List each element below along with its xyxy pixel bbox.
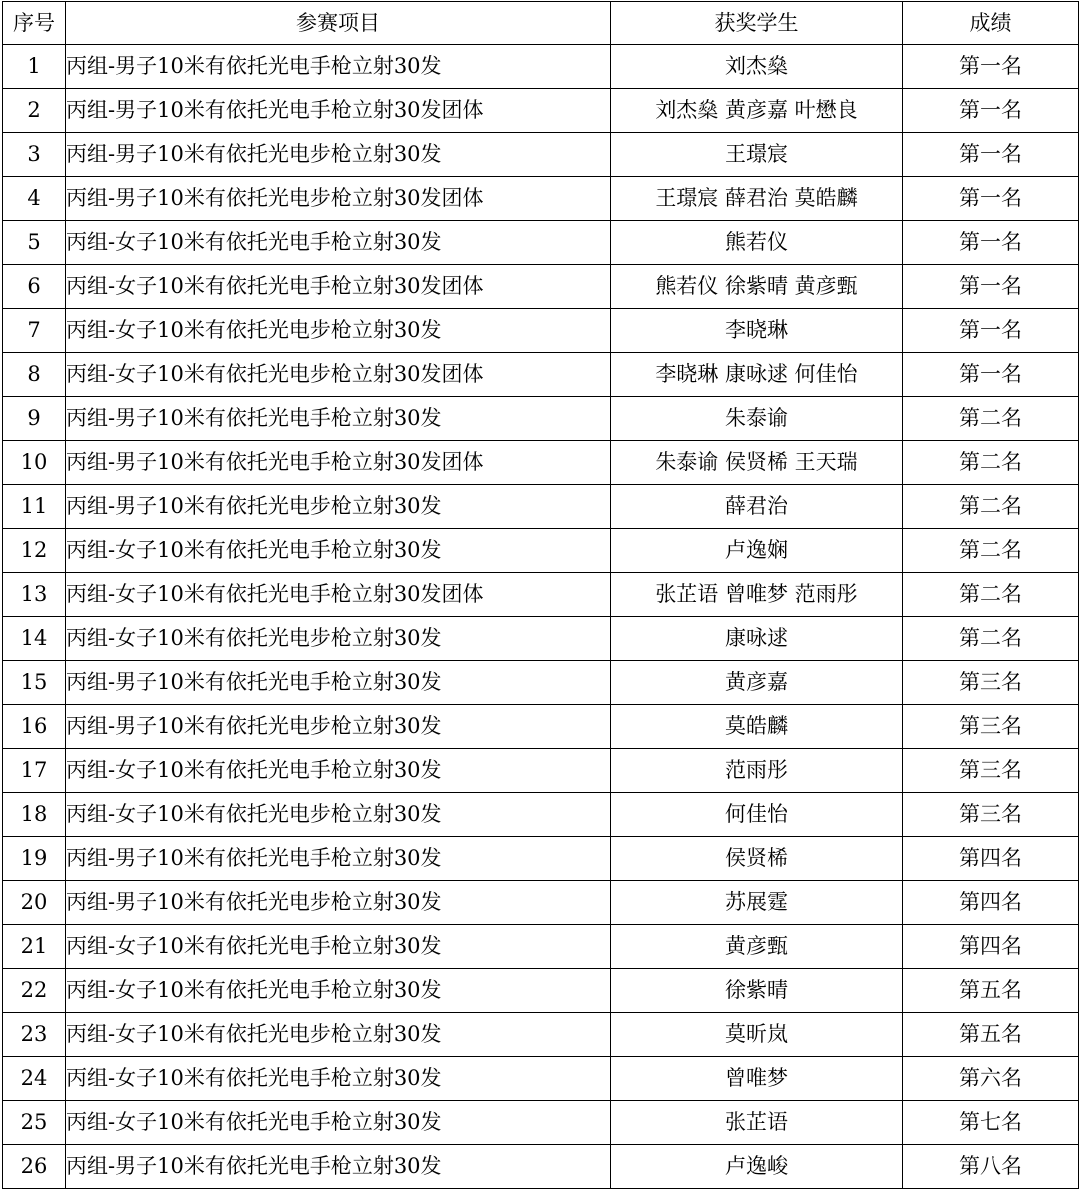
cell-students: 李晓琳 康咏逑 何佳怡 <box>611 353 903 397</box>
cell-result: 第五名 <box>903 1013 1079 1057</box>
cell-event: 丙组-男子10米有依托光电步枪立射30发团体 <box>66 177 611 221</box>
cell-index: 9 <box>3 397 66 441</box>
cell-result: 第二名 <box>903 529 1079 573</box>
cell-index: 22 <box>3 969 66 1013</box>
table-row <box>3 89 1079 133</box>
cell-event: 丙组-男子10米有依托光电手枪立射30发团体 <box>66 89 611 133</box>
table-row <box>3 397 1079 441</box>
cell-result: 第六名 <box>903 1057 1079 1101</box>
table-row <box>3 441 1079 485</box>
cell-index: 14 <box>3 617 66 661</box>
table-row <box>3 265 1079 309</box>
cell-result: 第四名 <box>903 881 1079 925</box>
cell-index: 15 <box>3 661 66 705</box>
cell-index: 23 <box>3 1013 66 1057</box>
cell-students: 张芷语 <box>611 1101 903 1145</box>
cell-result: 第四名 <box>903 925 1079 969</box>
cell-index: 8 <box>3 353 66 397</box>
cell-index: 10 <box>3 441 66 485</box>
table-row <box>3 617 1079 661</box>
cell-event: 丙组-女子10米有依托光电步枪立射30发 <box>66 309 611 353</box>
cell-students: 黄彦甄 <box>611 925 903 969</box>
cell-result: 第三名 <box>903 749 1079 793</box>
cell-students: 徐紫晴 <box>611 969 903 1013</box>
cell-students: 康咏逑 <box>611 617 903 661</box>
cell-result: 第二名 <box>903 485 1079 529</box>
cell-students: 莫皓麟 <box>611 705 903 749</box>
cell-students: 朱泰谕 侯贤桸 王天瑞 <box>611 441 903 485</box>
cell-students: 曾唯梦 <box>611 1057 903 1101</box>
cell-event: 丙组-男子10米有依托光电手枪立射30发 <box>66 45 611 89</box>
cell-students: 苏展霆 <box>611 881 903 925</box>
table-row <box>3 485 1079 529</box>
cell-result: 第三名 <box>903 661 1079 705</box>
cell-students: 张芷语 曾唯梦 范雨彤 <box>611 573 903 617</box>
cell-index: 20 <box>3 881 66 925</box>
cell-event: 丙组-男子10米有依托光电步枪立射30发 <box>66 881 611 925</box>
cell-index: 4 <box>3 177 66 221</box>
cell-index: 17 <box>3 749 66 793</box>
cell-result: 第二名 <box>903 617 1079 661</box>
cell-event: 丙组-女子10米有依托光电步枪立射30发 <box>66 1013 611 1057</box>
cell-event: 丙组-男子10米有依托光电手枪立射30发 <box>66 837 611 881</box>
cell-index: 3 <box>3 133 66 177</box>
table-row <box>3 881 1079 925</box>
cell-event: 丙组-女子10米有依托光电步枪立射30发 <box>66 793 611 837</box>
table-row <box>3 1013 1079 1057</box>
cell-event: 丙组-女子10米有依托光电手枪立射30发 <box>66 969 611 1013</box>
cell-index: 21 <box>3 925 66 969</box>
table-row <box>3 837 1079 881</box>
table-row <box>3 353 1079 397</box>
cell-event: 丙组-女子10米有依托光电手枪立射30发 <box>66 749 611 793</box>
table-row <box>3 925 1079 969</box>
table-row <box>3 1057 1079 1101</box>
table-row <box>3 221 1079 265</box>
cell-students: 王璟宸 薛君治 莫皓麟 <box>611 177 903 221</box>
cell-index: 13 <box>3 573 66 617</box>
table-row <box>3 529 1079 573</box>
cell-result: 第八名 <box>903 1145 1079 1189</box>
cell-index: 6 <box>3 265 66 309</box>
cell-event: 丙组-女子10米有依托光电步枪立射30发团体 <box>66 353 611 397</box>
cell-students: 卢逸峻 <box>611 1145 903 1189</box>
cell-event: 丙组-女子10米有依托光电手枪立射30发团体 <box>66 573 611 617</box>
cell-event: 丙组-男子10米有依托光电手枪立射30发 <box>66 661 611 705</box>
cell-index: 1 <box>3 45 66 89</box>
cell-index: 5 <box>3 221 66 265</box>
cell-students: 朱泰谕 <box>611 397 903 441</box>
cell-event: 丙组-男子10米有依托光电手枪立射30发 <box>66 397 611 441</box>
table-row <box>3 705 1079 749</box>
cell-result: 第一名 <box>903 45 1079 89</box>
cell-students: 范雨彤 <box>611 749 903 793</box>
table-row <box>3 133 1079 177</box>
cell-result: 第一名 <box>903 353 1079 397</box>
header-event: 参赛项目 <box>66 2 611 45</box>
table-row <box>3 309 1079 353</box>
cell-students: 刘杰燊 <box>611 45 903 89</box>
cell-students: 刘杰燊 黄彦嘉 叶懋良 <box>611 89 903 133</box>
cell-index: 2 <box>3 89 66 133</box>
header-students: 获奖学生 <box>611 2 903 45</box>
table-row <box>3 661 1079 705</box>
cell-event: 丙组-男子10米有依托光电手枪立射30发团体 <box>66 441 611 485</box>
table-row <box>3 969 1079 1013</box>
cell-students: 薛君治 <box>611 485 903 529</box>
cell-event: 丙组-女子10米有依托光电步枪立射30发 <box>66 617 611 661</box>
cell-result: 第二名 <box>903 397 1079 441</box>
table-row <box>3 749 1079 793</box>
header-index: 序号 <box>3 2 66 45</box>
results-table <box>2 1 1079 1189</box>
cell-students: 卢逸娴 <box>611 529 903 573</box>
cell-result: 第一名 <box>903 177 1079 221</box>
cell-students: 莫昕岚 <box>611 1013 903 1057</box>
header-result: 成绩 <box>903 2 1079 45</box>
cell-students: 熊若仪 徐紫晴 黄彦甄 <box>611 265 903 309</box>
cell-index: 16 <box>3 705 66 749</box>
cell-index: 7 <box>3 309 66 353</box>
cell-students: 侯贤桸 <box>611 837 903 881</box>
cell-index: 24 <box>3 1057 66 1101</box>
cell-result: 第一名 <box>903 133 1079 177</box>
cell-event: 丙组-男子10米有依托光电手枪立射30发 <box>66 1145 611 1189</box>
table-row <box>3 573 1079 617</box>
table-row <box>3 1145 1079 1189</box>
cell-result: 第五名 <box>903 969 1079 1013</box>
cell-result: 第一名 <box>903 89 1079 133</box>
cell-index: 12 <box>3 529 66 573</box>
table-row <box>3 793 1079 837</box>
cell-index: 19 <box>3 837 66 881</box>
table-row <box>3 45 1079 89</box>
cell-result: 第四名 <box>903 837 1079 881</box>
table-row <box>3 1101 1079 1145</box>
cell-index: 18 <box>3 793 66 837</box>
cell-index: 25 <box>3 1101 66 1145</box>
cell-result: 第七名 <box>903 1101 1079 1145</box>
cell-students: 何佳怡 <box>611 793 903 837</box>
cell-result: 第三名 <box>903 705 1079 749</box>
cell-event: 丙组-男子10米有依托光电步枪立射30发 <box>66 485 611 529</box>
cell-event: 丙组-男子10米有依托光电步枪立射30发 <box>66 133 611 177</box>
cell-students: 黄彦嘉 <box>611 661 903 705</box>
cell-event: 丙组-女子10米有依托光电手枪立射30发 <box>66 925 611 969</box>
table-header <box>3 2 1079 45</box>
table-row <box>3 177 1079 221</box>
cell-event: 丙组-女子10米有依托光电手枪立射30发 <box>66 221 611 265</box>
cell-event: 丙组-女子10米有依托光电手枪立射30发 <box>66 1101 611 1145</box>
cell-students: 李晓琳 <box>611 309 903 353</box>
cell-event: 丙组-女子10米有依托光电手枪立射30发 <box>66 529 611 573</box>
header-row <box>3 2 1079 45</box>
cell-result: 第二名 <box>903 441 1079 485</box>
cell-result: 第三名 <box>903 793 1079 837</box>
cell-event: 丙组-男子10米有依托光电步枪立射30发 <box>66 705 611 749</box>
cell-event: 丙组-女子10米有依托光电手枪立射30发团体 <box>66 265 611 309</box>
cell-index: 26 <box>3 1145 66 1189</box>
cell-result: 第一名 <box>903 309 1079 353</box>
cell-result: 第二名 <box>903 573 1079 617</box>
table-body <box>3 45 1079 1189</box>
cell-index: 11 <box>3 485 66 529</box>
cell-students: 熊若仪 <box>611 221 903 265</box>
cell-event: 丙组-女子10米有依托光电手枪立射30发 <box>66 1057 611 1101</box>
cell-result: 第一名 <box>903 265 1079 309</box>
cell-students: 王璟宸 <box>611 133 903 177</box>
cell-result: 第一名 <box>903 221 1079 265</box>
